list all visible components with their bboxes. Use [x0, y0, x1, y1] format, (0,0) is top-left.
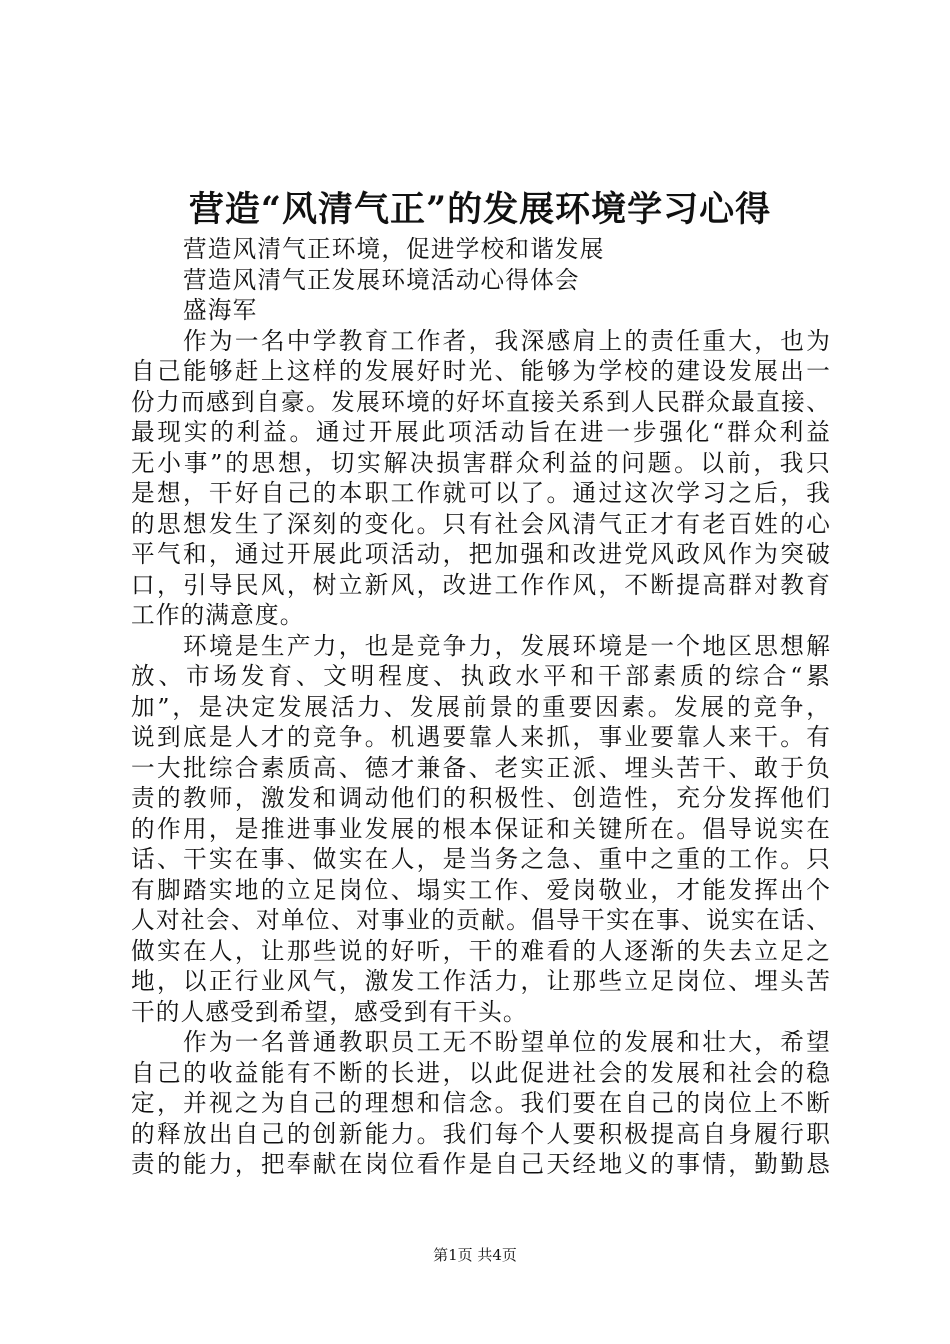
text-line: 一大批综合素质高、德才兼备、老实正派、埋头苦干、敢于负 — [131, 753, 831, 782]
text-line: 的思想发生了深刻的变化。只有社会风清气正才有老百姓的心 — [131, 509, 831, 538]
text-line: 最现实的利益。通过开展此项活动旨在进一步强化“群众利益 — [131, 418, 831, 446]
text-line: 平气和，通过开展此项活动，把加强和改进党风政风作为突破 — [131, 540, 831, 568]
text-line: 的作用，是推进事业发展的根本保证和关键所在。倡导说实在 — [131, 814, 831, 843]
text-line: 作为一名普通教职员工无不盼望单位的发展和壮大，希望 — [183, 1028, 831, 1056]
text-line: 干的人感受到希望，感受到有干头。 — [131, 997, 528, 1026]
text-line: 有脚踏实地的立足岗位、塌实工作、爱岗敬业，才能发挥出个 — [131, 875, 831, 904]
text-line: 份力而感到自豪。发展环境的好坏直接关系到人民群众最直接、 — [131, 387, 831, 416]
text-line: 的释放出自己的创新能力。我们每个人要积极提高自身履行职 — [131, 1119, 831, 1148]
page-footer: 第1页 共4页 — [433, 1246, 517, 1264]
text-line: 做实在人，让那些说的好听，干的难看的人逐渐的失去立足之 — [131, 936, 831, 965]
text-line: 自己的收益能有不断的长进，以此促进社会的发展和社会的稳 — [131, 1058, 831, 1087]
text-line: 工作的满意度。 — [131, 601, 305, 629]
text-line: 自己能够赶上这样的发展好时光、能够为学校的建设发展出一 — [131, 357, 831, 385]
text-line: 营造风清气正环境，促进学校和谐发展 — [183, 235, 605, 263]
text-line: 话、干实在事、做实在人，是当务之急、重中之重的工作。只 — [131, 845, 831, 873]
text-line: 定，并视之为自己的理想和信念。我们要在自己的岗位上不断 — [131, 1089, 831, 1117]
document-body — [131, 234, 831, 1180]
text-line: 地，以正行业风气，激发工作活力，让那些立足岗位、埋头苦 — [131, 967, 831, 995]
text-line: 盛海军 — [183, 296, 258, 324]
text-line: 口，引导民风，树立新风，改进工作作风，不断提高群对教育 — [131, 570, 831, 599]
text-line: 作为一名中学教育工作者，我深感肩上的责任重大，也为 — [183, 326, 831, 355]
text-line: 是想，干好自己的本职工作就可以了。通过这次学习之后，我 — [131, 479, 831, 507]
text-line: 加”，是决定发展活力、发展前景的重要因素。发展的竞争， — [131, 692, 831, 721]
text-line: 人对社会、对单位、对事业的贡献。倡导干实在事、说实在话、 — [131, 906, 831, 934]
text-line: 放、市场发育、文明程度、执政水平和干部素质的综合“累 — [131, 662, 831, 690]
text-line: 无小事”的思想，切实解决损害群众利益的问题。以前，我只 — [131, 448, 831, 477]
text-line: 营造风清气正发展环境活动心得体会 — [183, 265, 580, 294]
text-line: 环境是生产力，也是竞争力，发展环境是一个地区思想解 — [183, 631, 831, 660]
text-line: 责的教师，激发和调动他们的积极性、创造性，充分发挥他们 — [131, 784, 831, 812]
document-title: 营造“风清气正”的发展环境学习心得 — [188, 189, 772, 230]
text-line: 说到底是人才的竞争。机遇要靠人来抓，事业要靠人来干。有 — [131, 723, 831, 751]
text-line: 责的能力，把奉献在岗位看作是自己天经地义的事情，勤勤恳 — [131, 1150, 831, 1178]
